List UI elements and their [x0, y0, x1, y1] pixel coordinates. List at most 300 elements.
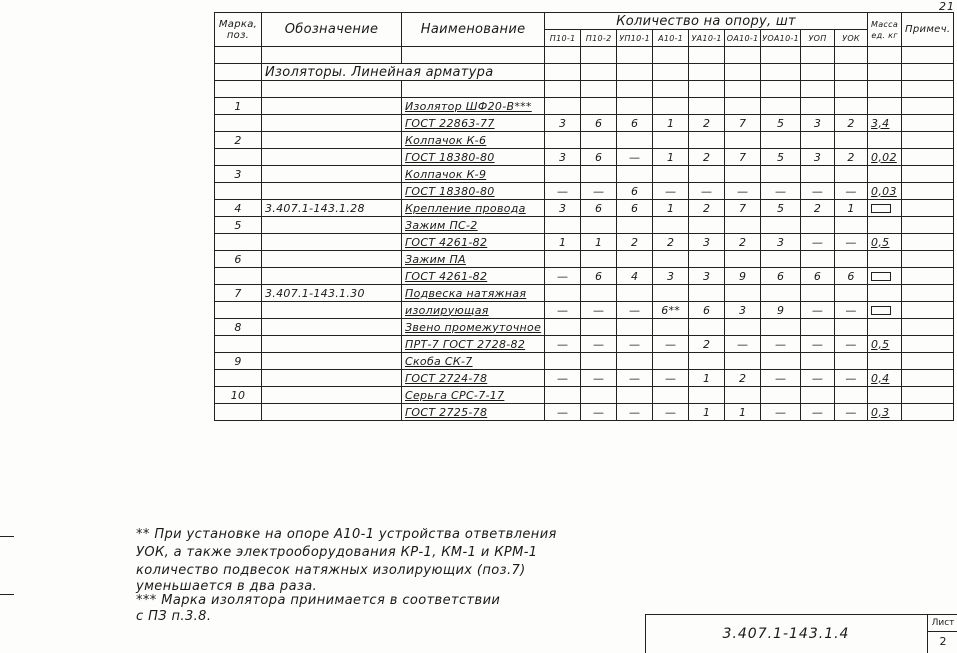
note-cell	[902, 64, 954, 81]
header-note: Примеч.	[902, 13, 954, 47]
quantity-cell: 1	[581, 234, 617, 251]
designation-cell	[262, 370, 402, 387]
position-cell: 3	[215, 166, 262, 183]
mass-cell	[868, 47, 902, 64]
quantity-cell	[545, 251, 581, 268]
footnote-line: УОК, а также электрооборудования КР-1, КМ-1 и КРМ-1	[136, 545, 538, 560]
position-cell: 1	[215, 98, 262, 115]
designation-cell: 3.407.1-143.1.28	[262, 200, 402, 217]
quantity-cell	[581, 251, 617, 268]
quantity-cell: 1	[653, 149, 689, 166]
note-cell	[902, 302, 954, 319]
header-support-type: УОА10-1	[761, 30, 801, 47]
designation-cell	[262, 302, 402, 319]
quantity-cell: 2	[617, 234, 653, 251]
table-row	[215, 336, 954, 353]
quantity-cell: —	[545, 302, 581, 319]
quantity-cell: 6	[617, 115, 653, 132]
quantity-cell	[801, 353, 835, 370]
quantity-cell	[689, 285, 725, 302]
quantity-cell	[581, 353, 617, 370]
quantity-cell: 2	[689, 200, 725, 217]
quantity-cell	[761, 81, 801, 98]
quantity-cell: 7	[725, 149, 761, 166]
quantity-cell	[835, 353, 868, 370]
quantity-cell: —	[761, 336, 801, 353]
mass-cell	[868, 132, 902, 149]
quantity-cell	[653, 319, 689, 336]
quantity-cell	[653, 285, 689, 302]
quantity-cell: —	[801, 404, 835, 421]
quantity-cell: —	[653, 336, 689, 353]
table-row	[215, 47, 954, 64]
quantity-cell: —	[801, 336, 835, 353]
mass-cell	[868, 166, 902, 183]
quantity-cell: —	[761, 370, 801, 387]
designation-cell	[262, 132, 402, 149]
quantity-cell: —	[835, 404, 868, 421]
mass-cell	[868, 387, 902, 404]
designation-cell	[262, 251, 402, 268]
note-cell	[902, 115, 954, 132]
quantity-cell: 6	[835, 268, 868, 285]
left-margin-rule	[0, 536, 14, 537]
name-cell: Изолятор ШФ20-В***	[402, 98, 545, 115]
quantity-cell: —	[835, 370, 868, 387]
mass-cell	[868, 200, 902, 217]
quantity-cell: 6	[617, 200, 653, 217]
quantity-cell	[761, 319, 801, 336]
quantity-cell	[617, 132, 653, 149]
quantity-cell	[653, 64, 689, 81]
table-row	[215, 268, 954, 285]
quantity-cell	[689, 166, 725, 183]
left-margin-rule	[0, 594, 14, 595]
quantity-cell: 6	[761, 268, 801, 285]
note-cell	[902, 370, 954, 387]
quantity-cell	[653, 217, 689, 234]
designation-cell	[262, 268, 402, 285]
mass-cell: 0,03	[868, 183, 902, 200]
note-cell	[902, 319, 954, 336]
position-cell: 7	[215, 285, 262, 302]
quantity-cell: 7	[725, 115, 761, 132]
designation-cell	[262, 404, 402, 421]
table-row	[215, 115, 954, 132]
note-cell	[902, 166, 954, 183]
mass-cell: 0,4	[868, 370, 902, 387]
quantity-cell	[725, 132, 761, 149]
header-mass: Масса ед. кг	[868, 13, 902, 47]
sheet-number: 2	[939, 635, 947, 648]
mass-cell	[868, 319, 902, 336]
designation-cell	[262, 149, 402, 166]
quantity-cell: —	[835, 336, 868, 353]
quantity-cell	[545, 319, 581, 336]
quantity-cell	[725, 98, 761, 115]
table-row	[215, 251, 954, 268]
quantity-cell	[653, 132, 689, 149]
designation-cell: 3.407.1-143.1.30	[262, 285, 402, 302]
quantity-cell	[835, 217, 868, 234]
quantity-cell	[653, 81, 689, 98]
quantity-cell	[617, 387, 653, 404]
quantity-cell: —	[581, 183, 617, 200]
quantity-cell: —	[617, 370, 653, 387]
quantity-cell: 3	[653, 268, 689, 285]
quantity-cell	[835, 132, 868, 149]
quantity-cell	[761, 47, 801, 64]
quantity-cell: —	[545, 404, 581, 421]
mass-placeholder-box	[871, 272, 891, 281]
table-row	[215, 81, 954, 98]
quantity-cell	[545, 81, 581, 98]
quantity-cell	[801, 285, 835, 302]
quantity-cell	[761, 132, 801, 149]
position-cell	[215, 404, 262, 421]
quantity-cell	[617, 319, 653, 336]
quantity-cell	[689, 353, 725, 370]
table-row	[215, 166, 954, 183]
quantity-cell	[761, 64, 801, 81]
quantity-cell	[761, 353, 801, 370]
quantity-cell: 3	[801, 149, 835, 166]
quantity-cell	[653, 166, 689, 183]
quantity-cell	[545, 353, 581, 370]
quantity-cell: 1	[545, 234, 581, 251]
quantity-cell	[545, 387, 581, 404]
quantity-cell: —	[581, 336, 617, 353]
section-heading: Изоляторы. Линейная арматура	[262, 64, 545, 81]
quantity-cell	[835, 64, 868, 81]
quantity-cell: —	[653, 183, 689, 200]
header-support-type: П10-1	[545, 30, 581, 47]
quantity-cell	[617, 285, 653, 302]
quantity-cell	[689, 387, 725, 404]
quantity-cell: —	[801, 302, 835, 319]
quantity-cell: —	[761, 404, 801, 421]
quantity-cell	[801, 98, 835, 115]
quantity-cell: 1	[725, 404, 761, 421]
quantity-cell: —	[689, 183, 725, 200]
quantity-cell: 6	[689, 302, 725, 319]
quantity-cell	[581, 47, 617, 64]
header-support-type: ОА10-1	[725, 30, 761, 47]
quantity-cell: —	[725, 183, 761, 200]
quantity-cell: 2	[689, 149, 725, 166]
position-cell: 9	[215, 353, 262, 370]
table-row	[215, 353, 954, 370]
quantity-cell: —	[617, 404, 653, 421]
quantity-cell	[689, 251, 725, 268]
note-cell	[902, 81, 954, 98]
mass-cell	[868, 268, 902, 285]
mass-cell	[868, 251, 902, 268]
position-cell	[215, 370, 262, 387]
mass-cell: 0,02	[868, 149, 902, 166]
quantity-cell	[761, 285, 801, 302]
quantity-cell: —	[801, 234, 835, 251]
quantity-cell	[581, 217, 617, 234]
quantity-cell	[761, 98, 801, 115]
quantity-cell	[801, 81, 835, 98]
quantity-cell	[725, 285, 761, 302]
position-cell	[215, 234, 262, 251]
position-cell: 2	[215, 132, 262, 149]
quantity-cell: —	[545, 336, 581, 353]
quantity-cell: 2	[835, 115, 868, 132]
designation-cell	[262, 81, 402, 98]
footnotes	[136, 526, 557, 626]
quantity-cell: 4	[617, 268, 653, 285]
name-cell: Скоба СК-7	[402, 353, 545, 370]
name-cell: Серьга СРС-7-17	[402, 387, 545, 404]
table-row	[215, 302, 954, 319]
quantity-cell: 9	[761, 302, 801, 319]
designation-cell	[262, 336, 402, 353]
table-row	[215, 183, 954, 200]
quantity-cell: 3	[689, 234, 725, 251]
note-cell	[902, 183, 954, 200]
quantity-cell	[761, 217, 801, 234]
designation-cell	[262, 166, 402, 183]
quantity-cell	[835, 47, 868, 64]
quantity-cell	[801, 319, 835, 336]
name-cell: ГОСТ 4261-82	[402, 268, 545, 285]
quantity-cell	[835, 81, 868, 98]
quantity-cell	[617, 353, 653, 370]
header-support-type: УА10-1	[689, 30, 725, 47]
quantity-cell	[581, 387, 617, 404]
name-cell: ГОСТ 2725-78	[402, 404, 545, 421]
table-row	[215, 64, 954, 81]
quantity-cell	[617, 166, 653, 183]
mass-cell: 3,4	[868, 115, 902, 132]
name-cell: Зажим ПС-2	[402, 217, 545, 234]
quantity-cell	[835, 285, 868, 302]
quantity-cell: 2	[801, 200, 835, 217]
quantity-cell	[581, 81, 617, 98]
position-cell	[215, 47, 262, 64]
quantity-cell: —	[617, 336, 653, 353]
quantity-cell: 3	[761, 234, 801, 251]
quantity-cell	[653, 251, 689, 268]
quantity-cell	[801, 47, 835, 64]
note-cell	[902, 200, 954, 217]
quantity-cell: 2	[835, 149, 868, 166]
quantity-cell	[761, 387, 801, 404]
mass-cell	[868, 81, 902, 98]
quantity-cell	[617, 47, 653, 64]
footnote-line: ** При установке на опоре А10-1 устройства ответвления	[136, 527, 557, 542]
footnote-line: *** Марка изолятора принимается в соответствии	[136, 593, 501, 608]
quantity-cell	[545, 217, 581, 234]
note-cell	[902, 149, 954, 166]
quantity-cell: —	[545, 183, 581, 200]
header-support-type: А10-1	[653, 30, 689, 47]
quantity-cell: 1	[653, 115, 689, 132]
position-cell	[215, 81, 262, 98]
table-row	[215, 234, 954, 251]
mass-cell: 0,5	[868, 336, 902, 353]
note-cell	[902, 336, 954, 353]
note-cell	[902, 251, 954, 268]
quantity-cell: 1	[689, 404, 725, 421]
quantity-cell: —	[835, 234, 868, 251]
header-support-type: УОП	[801, 30, 835, 47]
quantity-cell	[653, 98, 689, 115]
quantity-cell	[617, 81, 653, 98]
quantity-cell	[835, 319, 868, 336]
name-cell: ГОСТ 4261-82	[402, 234, 545, 251]
quantity-cell	[801, 166, 835, 183]
header-quantity: Количество на опору, шт	[545, 13, 868, 30]
quantity-cell: —	[725, 336, 761, 353]
quantity-cell	[725, 353, 761, 370]
table-row	[215, 404, 954, 421]
quantity-cell: 1	[689, 370, 725, 387]
quantity-cell: 5	[761, 115, 801, 132]
quantity-cell	[617, 251, 653, 268]
quantity-cell: 1	[835, 200, 868, 217]
name-cell: изолирующая	[402, 302, 545, 319]
quantity-cell: 2	[725, 234, 761, 251]
document-code: 3.407.1-143.1.4	[722, 626, 850, 642]
position-cell: 6	[215, 251, 262, 268]
table-row	[215, 370, 954, 387]
quantity-cell: 6**	[653, 302, 689, 319]
position-cell	[215, 64, 262, 81]
quantity-cell: —	[545, 268, 581, 285]
designation-cell	[262, 183, 402, 200]
quantity-cell: 6	[581, 200, 617, 217]
quantity-cell: 2	[725, 370, 761, 387]
quantity-cell: 6	[617, 183, 653, 200]
note-cell	[902, 268, 954, 285]
quantity-cell: 2	[689, 115, 725, 132]
page-corner-number: 21	[939, 0, 955, 13]
table-row	[215, 217, 954, 234]
footnote-line: количество подвесок натяжных изолирующих (поз.7)	[136, 563, 526, 578]
quantity-cell	[545, 98, 581, 115]
mass-cell	[868, 98, 902, 115]
position-cell: 4	[215, 200, 262, 217]
quantity-cell: —	[835, 302, 868, 319]
quantity-cell: 6	[581, 115, 617, 132]
quantity-cell	[545, 64, 581, 81]
designation-cell	[262, 115, 402, 132]
quantity-cell: 6	[581, 149, 617, 166]
position-cell	[215, 336, 262, 353]
note-cell	[902, 285, 954, 302]
note-cell	[902, 98, 954, 115]
table-row	[215, 98, 954, 115]
quantity-cell: 5	[761, 200, 801, 217]
name-cell: ГОСТ 18380-80	[402, 149, 545, 166]
quantity-cell	[761, 251, 801, 268]
quantity-cell: 3	[545, 200, 581, 217]
designation-cell	[262, 234, 402, 251]
quantity-cell: 3	[801, 115, 835, 132]
quantity-cell	[545, 47, 581, 64]
table-row	[215, 319, 954, 336]
quantity-cell	[801, 217, 835, 234]
quantity-cell	[689, 132, 725, 149]
quantity-cell: —	[617, 302, 653, 319]
designation-cell	[262, 387, 402, 404]
name-cell: Звено промежуточное	[402, 319, 545, 336]
mass-placeholder-box	[871, 306, 891, 315]
note-cell	[902, 387, 954, 404]
position-cell	[215, 183, 262, 200]
position-cell	[215, 268, 262, 285]
quantity-cell	[653, 387, 689, 404]
name-cell: Колпачок К-6	[402, 132, 545, 149]
quantity-cell	[653, 353, 689, 370]
mass-cell	[868, 64, 902, 81]
specification-table	[214, 12, 954, 421]
quantity-cell: 3	[725, 302, 761, 319]
footnote-line: уменьшается в два раза.	[136, 579, 318, 594]
designation-cell	[262, 98, 402, 115]
sheet-label: Лист	[928, 615, 957, 632]
quantity-cell: —	[835, 183, 868, 200]
quantity-cell	[617, 64, 653, 81]
header-support-type: УОК	[835, 30, 868, 47]
mass-cell	[868, 353, 902, 370]
note-cell	[902, 353, 954, 370]
quantity-cell	[725, 166, 761, 183]
name-cell: Подвеска натяжная	[402, 285, 545, 302]
header-designation: Обозначение	[262, 13, 402, 47]
table-row	[215, 285, 954, 302]
quantity-cell: 5	[761, 149, 801, 166]
quantity-cell	[581, 166, 617, 183]
mass-cell: 0,5	[868, 234, 902, 251]
quantity-cell	[801, 132, 835, 149]
name-cell: ГОСТ 18380-80	[402, 183, 545, 200]
quantity-cell	[581, 98, 617, 115]
quantity-cell	[761, 166, 801, 183]
mass-cell	[868, 302, 902, 319]
quantity-cell	[689, 81, 725, 98]
quantity-cell	[689, 319, 725, 336]
mass-cell	[868, 217, 902, 234]
quantity-cell	[801, 387, 835, 404]
mass-placeholder-box	[871, 204, 891, 213]
quantity-cell: —	[545, 370, 581, 387]
quantity-cell: —	[617, 149, 653, 166]
designation-cell	[262, 353, 402, 370]
quantity-cell	[617, 98, 653, 115]
quantity-cell: 6	[801, 268, 835, 285]
sheet-cell	[927, 615, 957, 653]
note-cell	[902, 404, 954, 421]
table-row	[215, 200, 954, 217]
quantity-cell	[725, 47, 761, 64]
name-cell: ПРТ-7 ГОСТ 2728-82	[402, 336, 545, 353]
quantity-cell: 1	[653, 200, 689, 217]
quantity-cell	[835, 166, 868, 183]
position-cell: 10	[215, 387, 262, 404]
position-cell: 8	[215, 319, 262, 336]
quantity-cell	[653, 47, 689, 64]
header-mark: Марка, поз.	[215, 13, 262, 47]
header-name: Наименование	[402, 13, 545, 47]
name-cell: Колпачок К-9	[402, 166, 545, 183]
name-cell	[402, 81, 545, 98]
quantity-cell	[725, 319, 761, 336]
